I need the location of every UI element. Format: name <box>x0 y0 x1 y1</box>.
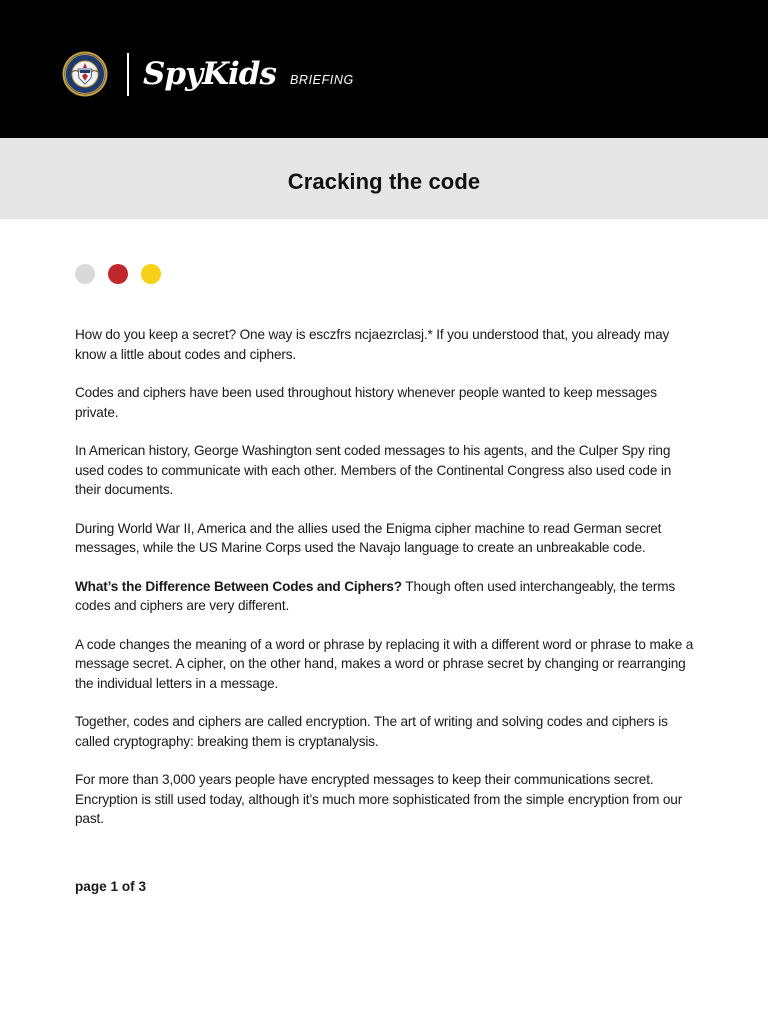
dot-yellow <box>141 264 161 284</box>
paragraph: A code changes the meaning of a word or phrase by replacing it with a different word or phrase to make a message secret. A cipher, on the other hand, makes a word or phrase secret by changing or rearranging the individual letters in a message. <box>75 636 694 691</box>
section-label: BRIEFING <box>290 73 354 87</box>
paragraph: Together, codes and ciphers are called encryption. The art of writing and solving codes and ciphers is called cryptography: breaking them is cryptanalysis. <box>75 714 668 749</box>
page-indicator: page 1 of 3 <box>75 879 147 894</box>
paragraph: Codes and ciphers have been used throughout history whenever people wanted to keep messages private. <box>75 385 657 420</box>
paragraph: For more than 3,000 years people have encrypted messages to keep their communications secret. Encryption is still used today, although it’s much more sophisticated from the simple encryption from our past. <box>75 772 683 826</box>
paragraph: During World War II, America and the allies used the Enigma cipher machine to read German secret messages, while the US Marine Corps used the Navajo language to create an unbreakable code. <box>75 520 662 555</box>
paragraph: In American history, George Washington sent coded messages to his agents, and the Culper Spy ring used codes to communicate with each other. Members of the Continental Congress also used code in their documents. <box>75 443 672 497</box>
article-body <box>75 325 695 848</box>
paragraph-text: Though often used interchangeably, the terms codes and ciphers are very different. <box>75 578 676 613</box>
brand-logo: SpyKids <box>143 56 276 92</box>
header-divider <box>127 53 129 96</box>
dot-red <box>108 264 128 284</box>
cia-seal-icon <box>62 51 108 97</box>
paragraph: How do you keep a secret? One way is esczfrs ncjaezrclasj.* If you understood that, you already may know a little about codes and ciphers. <box>75 327 670 362</box>
page-title: Cracking the code <box>287 169 481 194</box>
dot-gray <box>75 264 95 284</box>
paragraph <box>75 577 695 616</box>
header <box>0 0 768 138</box>
paragraph-heading: What’s the Difference Between Codes and Ciphers? <box>75 578 402 594</box>
